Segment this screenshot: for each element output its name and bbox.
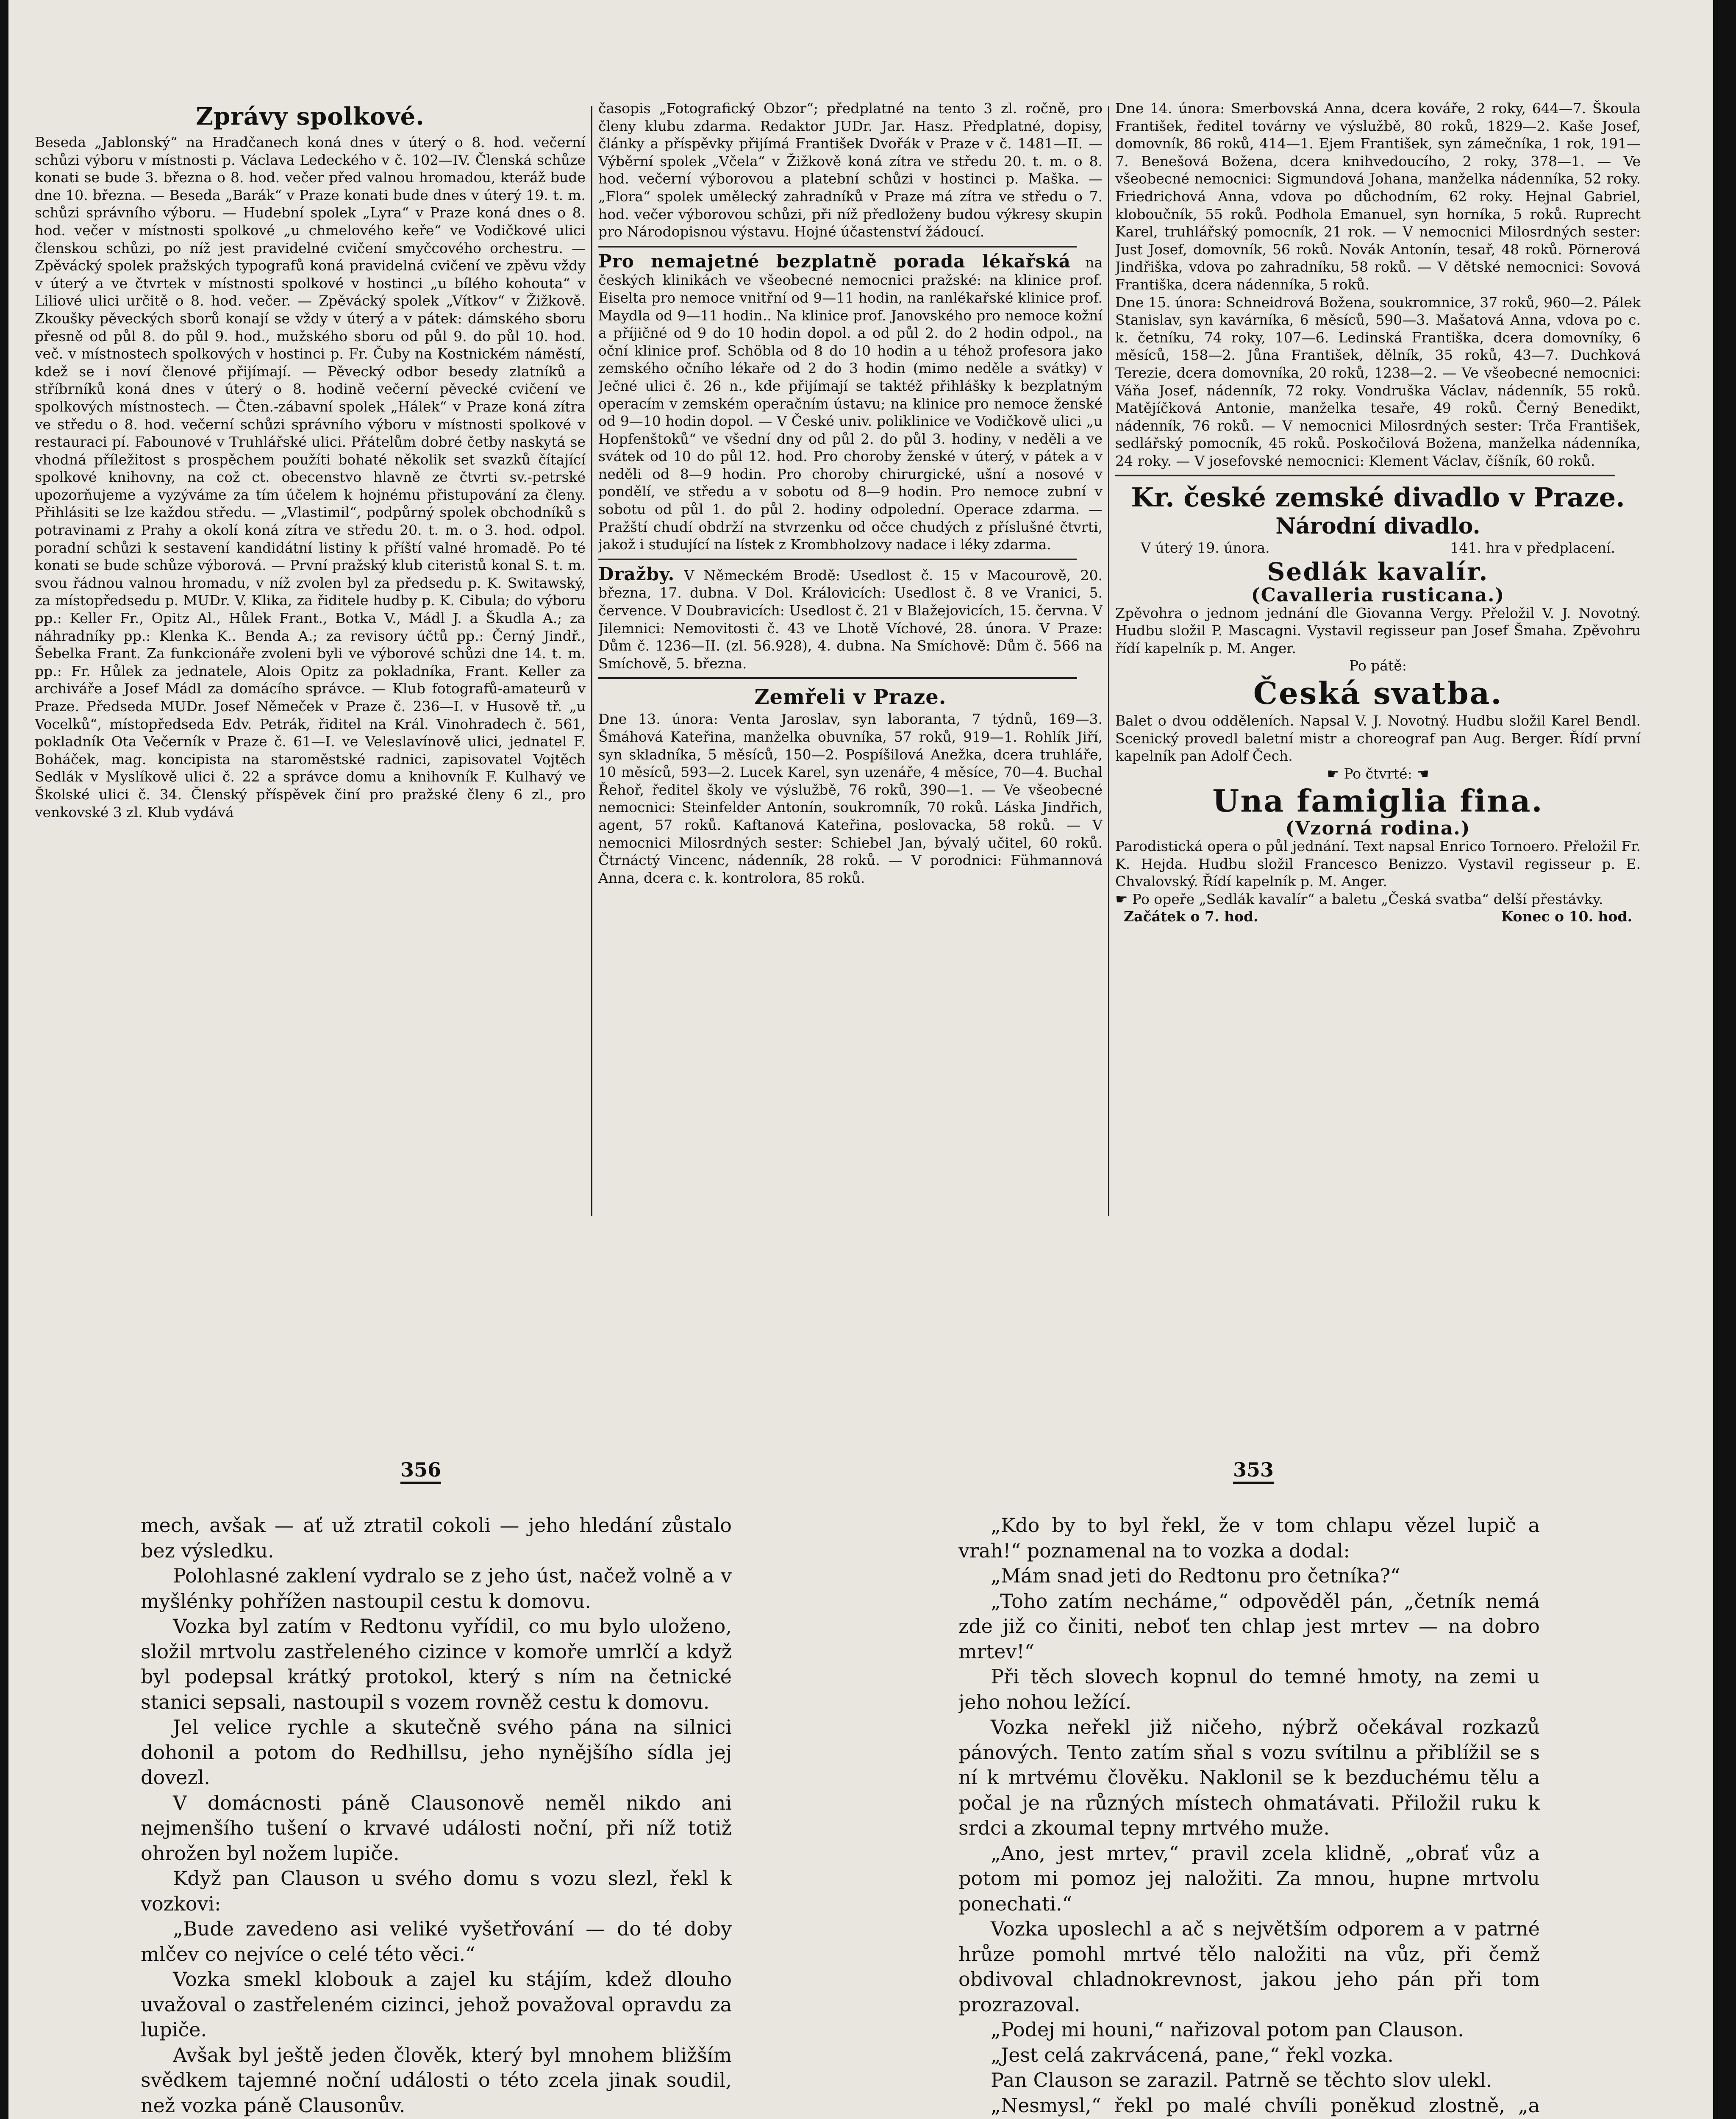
column-club-news <box>35 100 586 1240</box>
performance-date: V úterý 19. února. <box>1141 539 1270 556</box>
auctions-block <box>598 565 1103 673</box>
column-rule-1 <box>591 106 592 1216</box>
story-paragraph: Když pan Clauson u svého domu s vozu slezl, řekl k vozkovi: <box>141 1867 732 1915</box>
auctions-text: V Německém Brodě: Usedlost č. 15 v Macourově, 20. března, 17. dubna. V Dol. Královicích: Usedlost č. 8 ve Vranici, 5. července. V Doubravicích: Usedlost č. 21 v Blažejovicích, 15. června. V Jilemnici: Nemovitosti č. 43 ve Lhotě Víchové, 28. února. V Praze: Dům č. 1236—II. (zl. 56.928), 4. dubna. Na Smíchově: Dům č. 566 na Smíchově, 5. března. <box>598 567 1103 672</box>
start-time: Začátek o 7. hod. <box>1124 908 1258 925</box>
column-middle <box>598 100 1103 1240</box>
showtime-row <box>1115 908 1641 926</box>
theater-heading: Kr. české zemské divadlo v Praze. <box>1131 482 1625 513</box>
intermission-text: Po opeře „Sedlák kavalír“ a baletu „Česká svatba“ delší přestávky. <box>1132 890 1603 907</box>
story-paragraph: Vozka smekl klobouk a zajel ku stájím, kdež dlouho uvažoval o zastřeleném cizinci, jehož považoval opravdu za lupiče. <box>141 1968 732 2041</box>
deaths-text: Dne 13. února: Venta Jaroslav, syn laboranta, 7 týdnů, 169—3. Šmáhová Kateřina, manželka obuvníka, 57 roků, 919—1. Rohlík Jiří, syn skladníka, 5 měsíců, 150—2. Pospíšilová Anežka, dcera truhláře, 10 měsíců, 593—2. Lucek Karel, syn uzenáře, 4 měsíce, 70—4. Buchal Řehoř, ředitel školy ve výslužbě, 76 roků, 390—1. — Ve všeobecné nemocnici: Steinfelder Antonín, soukromník, 70 roků. Láska Jindřich, agent, 57 roků. Kaftanová Kateřina, poslovacka, 58 roků. — V nemocnici Milosrdných sester: Schiebel Jan, bývalý učitel, 60 roků. Čtrnáctý Vincenc, nádenník, 28 roků. — V porodnici: Fühmannová Anna, dcera c. k. kontrolora, 85 roků. <box>598 711 1103 886</box>
medical-advice-block <box>598 250 1103 553</box>
play-description-1: Zpěvohra o jednom jednání dle Giovanna Vergy. Přeložil V. J. Novotný. Hudbu složil P. Mascagni. Vystavil regisseur pan Josef Šmaha. Zpěvohru řídí kapelník p. M. Anger. <box>1115 604 1641 656</box>
club-news-heading: Zprávy spolkové. <box>196 103 425 131</box>
story-paragraph: Vozka byl zatím v Redtonu vyřídil, co mu bylo uloženo, složil mrtvolu zastřeleného cizince v komoře umrlčí a když byl podepsal krátký protokol, který s ním na četnické stanici sepsali, nastoupil s vozem rovněž cestu k domovu. <box>141 1615 732 1713</box>
play-subtitle-3: (Vzorná rodina.) <box>1285 818 1471 840</box>
story-paragraph: „Bude zavedeno asi veliké vyšetřování — do té doby mlčev co nejvíce o celé této věci.“ <box>141 1917 732 1966</box>
friday-note: Po pátě: <box>1349 657 1407 674</box>
scan-edge-right <box>1713 0 1736 2119</box>
story-paragraph: Avšak byl ještě jeden člověk, který byl mnohem bližším svědkem tajemné noční události o této zcela jinak soudil, než vozka páně Clausonův. <box>141 2043 732 2117</box>
story-paragraph: „Jest celá zakrvácená, pane,“ řekl vozka. <box>991 2043 1394 2066</box>
column-rule-2 <box>1108 106 1109 1216</box>
column-right <box>1115 100 1641 1240</box>
pointing-hand-icon: ☛ <box>1327 765 1344 782</box>
story-paragraph: Polohlasné zaklení vydralo se z jeho úst, načež volně a v myšlénky pohřížen nastoupil cestu k domovu. <box>141 1564 732 1613</box>
play-description-2: Balet o dvou odděleních. Napsal V. J. Novotný. Hudbu složil Karel Bendl. Scenický provedl baletní mistr a choreograf pan Aug. Berger. Řídí první kapelník pan Adolf Čech. <box>1115 712 1641 765</box>
thursday-label: Po čtvrté: <box>1344 765 1412 782</box>
page-number-left: 356 <box>400 1458 441 1484</box>
club-news-continued: časopis „Fotografický Obzor“; předplatné na tento 3 zl. ročně, pro členy klubu zdarma. Redaktor JUDr. Jar. Hasz. Předplatné, dopisy, články a příspěvky přijímá František Dvořák v Praze v č. 1481—II. — Výběrní spolek „Včela“ v Žižkově koná zítra ve středu 20. t. m. o 8. hod. večerní výborovou a platební schůzi v hostinci p. Maška. — „Flora“ spolek umělecký zahradníků v Praze má zítra ve středu o 7. hod. večer výborovou schůzi, při níž předloženy budou výkresy skupin pro Národopisnou výstavu. Hojné účastenství žádoucí. <box>598 100 1103 240</box>
story-paragraph: Pan Clauson se zarazil. Patrně se těchto slov ulekl. <box>991 2069 1492 2091</box>
story-paragraph: „Nesmysl,“ řekl po malé chvíli poněkud zlostně, „a <box>991 2094 1540 2117</box>
national-theater-heading: Národní divadlo. <box>1275 513 1480 539</box>
story-paragraph: Při těch slovech kopnul do temné hmoty, na zemi u jeho nohou ležící. <box>958 1665 1540 1713</box>
play-subtitle-1: (Cavalleria rusticana.) <box>1251 584 1505 606</box>
section-divider <box>598 246 1077 247</box>
story-column-right <box>958 1513 1540 2119</box>
subscription-note: 141. hra v předplacení. <box>1450 539 1615 556</box>
story-paragraph: „Toho zatím necháme,“ odpověděl pán, „četník nemá zde již co činiti, neboť ten chlap jest mrtev — na dobro mrtev!“ <box>958 1589 1540 1663</box>
club-news-text: Beseda „Jablonský“ na Hradčanech koná dnes v úterý o 8. hod. večerní schůzi výboru v místnosti p. Václava Ledeckého v č. 102—IV. Členská schůze konati se bude 3. března o 8. hod. večer před valnou hromadou, kteráž bude dne 10. března. — Beseda „Barák“ v Praze konati bude dnes v úterý 19. t. m. schůzi správního výboru. — Hudební spolek „Lyra“ v Praze koná dnes o 8. hod. večer v místnosti spolkové „u chmelového keře“ ve Vodičkové ulici členskou schůzi, po níž jest pravidelné cvičení smyčcového orchestru. — Zpěvácký spolek pražských typografů koná pravidelná cvičení ve zpěvu vždy v úterý a ve čtvrtek v místnosti spolkové v hostinci „u bílého kohouta“ v Liliové ulici určitě o 8. hod. večer. — Zpěvácký spolek „Vítkov“ v Žižkově. Zkoušky pěveckých sborů konají se vždy v úterý a v pátek: dámského sboru přesně od půl 8. do půl 9. hod., mužského sboru od půl 9. do půl 10. hod. več. v místnostech spolkových v hostinci p. Fr. Čuby na Kostnickém náměstí, kdež se i noví členové přijímají. — Pěvecký odbor besedy zlatníků a stříbrníků koná dnes v úterý o 8. hodině večerní pěvecké cvičení ve spolkových místnostech. — Čten.-zábavní spolek „Hálek“ v Praze koná zítra ve středu o 8. hod. večerní schůzi správního výboru v místnosti spolkové v restauraci pí. Fabounové v Truhlářské ulici. Přátelům dobré četby naskytá se vhodná příležitost s prospěchem použíti bohaté několik set svazků čítající spolkové knihovny, na což ct. obecenstvo hlavně ze čtvrti sv.-petrské upozorňujeme a vyzýváme za tím účelem k hojnému přistupování za členy. Přihlásiti se lze každou středu. — „Vlastimil“, podpůrný spolek obchodníků s potravinami z Prahy a okolí koná zítra ve středu 20. t. m. o 3. hod. odpol. poradní schůzi k sestavení kandidátní listiny k příští valné hromadě. Po té konati se bude schůze výborová. — První pražský klub citeristů konal S. t. m. svou řádnou valnou hromadu, v níž zvolen byl za předsedu p. K. Switawský, za místopředsedu p. MUDr. V. Klika, za řiditele hudby p. K. Cibula; do výboru pp.: Keller Fr., Opitz Al., Hůlek Frant., Botka V., Mádl J. a Škudla A.; za náhradníky pp.: Klenka K.. Benda A.; za revisory účtů pp.: Černý Jindř., Šebelka Frant. Za funkcionáře zvoleni byli ve výborové schůzi dne 14. t. m. pp.: Fr. Hůlek za jednatele, Alois Opitz za pokladníka, Frant. Keller za archiváře a Josef Mádl za domácího správce. — Klub fotografů-amateurů v Praze. Předseda MUDr. Josef Němeček v Praze č. 236—I. v Husově tř. „u Vocelků“, místopředseda Edv. Petrák, řiditel na Král. Vinohradech č. 561, pokladník Ota Večerník v Praze č. 61—I. ve Veleslavínově ulici, jednatel F. Boháček, mag. koncipista na staroměstské radnici, zapisovatel Vojtěch Sedlák v Myslíkově ulici č. 22 a správce domu a knihovník F. Kulhavý ve Školské ulici č. 34. Členský příspěvek činí pro pražské členy 6 zl., pro venkovské 3 zl. Klub vydává <box>35 134 586 820</box>
section-divider <box>598 677 1077 679</box>
scan-edge-left <box>0 0 8 2119</box>
pointing-hand-icon: ☛ <box>1115 890 1133 907</box>
play-title-3: Una famiglia fina. <box>1212 783 1544 819</box>
story-paragraph: Jel velice rychle a skutečně svého pána na silnici dohonil a potom do Redhillsu, jeho nynějšího sídla jej dovezl. <box>141 1716 732 1789</box>
play-title-2: Česká svatba. <box>1253 675 1503 712</box>
performance-date-row <box>1115 539 1641 557</box>
story-paragraph: mech, avšak — ať už ztratil cokoli — jeho hledání zůstalo bez výsledku. <box>141 1514 732 1562</box>
end-time: Konec o 10. hod. <box>1501 908 1632 925</box>
thursday-note <box>1115 765 1641 783</box>
deaths-heading: Zemřeli v Praze. <box>754 685 947 709</box>
story-paragraph: Vozka uposlechl a ač s největším odporem a v patrné hrůze pomohl mrtvé tělo naložiti na vůz, při čemž obdivoval chladnokrevnost, jakou jeho pán při tom prozrazoval. <box>958 1917 1540 2016</box>
section-divider <box>1115 475 1615 476</box>
auctions-heading: Dražby. <box>598 563 675 584</box>
story-column-left <box>141 1513 732 2119</box>
page-number-right: 353 <box>1233 1458 1274 1484</box>
deaths-feb15: Dne 15. února: Schneidrová Božena, soukromnice, 37 roků, 960—2. Pálek Stanislav, syn kavárníka, 6 měsíců, 590—3. Mašatová Anna, vdova po c. k. četníku, 74 roky, 107—6. Ledinská Františka, dcera domovníky, 6 měsíců, 158—2. Jůna František, dělník, 35 roků, 43—7. Duchková Terezie, dcera domovníka, 20 roků, 1238—2. — Ve všeobecné nemocnici: Váňa Josef, nádenník, 72 roky. Vondruška Václav, nádenník, 55 roků. Matějíčková Antonie, manželka tesaře, 49 roků. Černý Benedikt, nádenník, 76 roků. — V nemocnici Milosrdných sester: Trča František, sedlářský pomocník, 45 roků. Poskočilová Božena, manželka nádenníka, 24 roky. — V josefovské nemocnici: Klement Václav, číšník, 60 roků. <box>1115 294 1641 469</box>
story-paragraph: „Mám snad jeti do Redtonu pro četníka?“ <box>991 1564 1400 1587</box>
medical-advice-heading: Pro nemajetné bezplatně porada lékařská <box>598 250 1071 272</box>
section-divider <box>598 559 1077 560</box>
pointing-hand-icon: ☚ <box>1412 765 1429 782</box>
story-paragraph: V domácnosti páně Clausonově neměl nikdo ani nejmenšího tušení o krvavé události noční, při níž totiž ohrožen byl nožem lupiče. <box>141 1791 732 1865</box>
story-paragraph: „Ano, jest mrtev,“ pravil zcela klidně, „obrať vůz a potom mi pomoz jej naložiti. Za mnou, hupne mrtvolu ponechati.“ <box>958 1841 1540 1915</box>
deaths-feb14: Dne 14. února: Smerbovská Anna, dcera kováře, 2 roky, 644—7. Škoula František, ředitel továrny ve výslužbě, 80 roků, 1829—2. Kaše Josef, domovník, 86 roků, 414—1. Ejem František, syn zámečníka, 1 rok, 191—7. Benešová Božena, dcera knihvedoucího, 2 roky, 378—1. — Ve všeobecné nemocnici: Sigmundová Johana, manželka nádenníka, 52 roky. Friedrichová Anna, vdova po důchodním, 62 roky. Hejnal Gabriel, kloboučník, 55 roků. Podhola Emanuel, syn horníka, 5 roků. Ruprecht Karel, truhlářský pomocník, 21 rok. — V nemocnici Milosrdných sester: Just Josef, domovník, 56 roků. Novák Antonín, tesař, 48 roků. Pörnerová Jindřiška, vdova po zahradníku, 58 roků. — V dětské nemocnici: Sovová Františka, dcera nádenníka, 5 roků. <box>1115 100 1641 293</box>
medical-advice-text: na českých klinikách ve všeobecné nemocnici pražské: na klinice prof. Eiselta pro nemoce vnitřní od 9—11 hodin, na ranlékařské klinice prof. Maydla od 9—11 hodin.. Na klinice prof. Janovského pro nemoce kožní a příjičné od 9 do 10 hodin dopol. a od půl 2. do 2 hodin odpol., na oční klinice prof. Schöbla od 8 do 10 hodin a u téhož profesora jako zemského očního lékaře od 2 do 3 hodin (mimo neděle a svátky) v Ječné ulici č. 26 n., kde přijímají se taktéž přihlášky k bezplatným operacím v zemském operačním ústavu; na klinice pro nemoce ženské od 9—10 hodin dopol. — V České univ. poliklinice ve Vodičkově ulici „u Hopfenštoků“ ve všední dny od půl 2. do půl 3. hodiny, v neděli a ve svátek od 10 do půl 12. hod. Pro choroby ženské v úterý, v pátek a v neděli od 8—9 hodin. Pro choroby chirurgické, ušní a nosové v pondělí, ve středu a v sobotu od 8—9 hodin. Pro nemoce zubní v sobotu od půl 1. do půl 2. hodiny odpolední. Operace zdarma. — Pražští chudí obdrží na stvrzenku od očce chudých z příslušné čtvrti, jakož i studující na lístek z Krombholzovy nadace i léky zdarma. <box>598 254 1103 553</box>
story-paragraph: „Podej mi houni,“ nařizoval potom pan Clauson. <box>991 2018 1464 2041</box>
play-description-3: Parodistická opera o půl jednání. Text napsal Enrico Tornoero. Přeložil Fr. K. Hejda. Hudbu složil Francesco Benizzo. Vystavil regisseur p. E. Chvalovský. Řídí kapelník p. M. Anger. <box>1115 838 1641 890</box>
intermission-note <box>1115 890 1641 908</box>
story-paragraph: „Kdo by to byl řekl, že v tom chlapu vězel lupič a vrah!“ poznamenal na to vozka a dodal: <box>958 1514 1540 1562</box>
story-paragraph: Vozka neřekl již ničeho, nýbrž očekával rozkazů pánových. Tento zatím sňal s vozu svítilnu a přiblížil se s ní k mrtvému člověku. Naklonil se k bezduchému tělu a počal je na různých místech ohmatávati. Přiložil ruku k srdci a zkoumal tepny mrtvého muže. <box>958 1716 1540 1839</box>
play-title-1: Sedlák kavalír. <box>1267 557 1489 587</box>
